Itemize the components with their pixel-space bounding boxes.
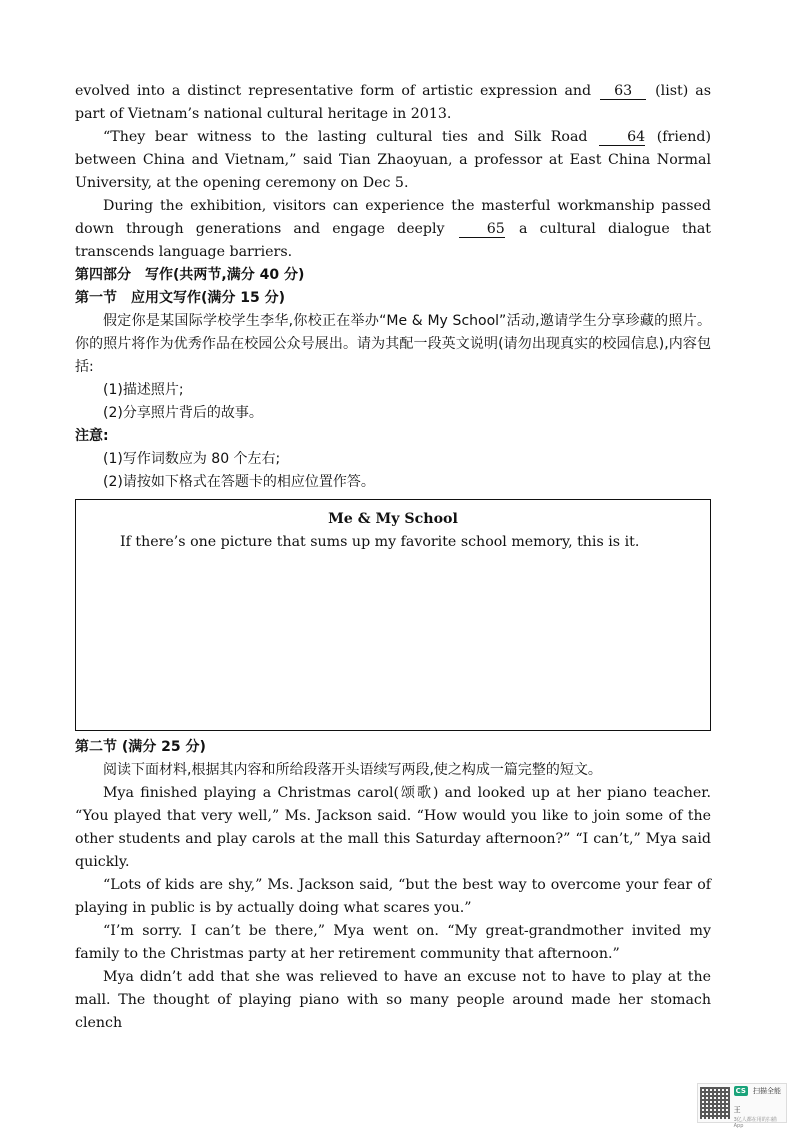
text: During the exhibition, visitors can experience the masterful workmanship passed down through generations and engage deeply [75,198,711,237]
blank-64: 64 [599,129,645,146]
paragraph-cloze-2 [75,126,711,195]
scanner-watermark [697,1083,787,1129]
scanner-brand [734,1078,784,1129]
story-paragraph-4: Mya didn’t add that she was relieved to have an excuse not to have to play at the mall. The thought of playing piano with so many people around made her stomach clench [75,969,711,1031]
exam-page [75,80,711,1035]
note-item-1: (1)写作词数应为 80 个左右; [103,451,281,467]
content-item-1: (1)描述照片; [103,382,184,398]
text: (friend) between China and Vietnam,” said Tian Zhaoyuan, a professor at East China Normal University, at the opening ceremony on Dec 5. [75,129,712,191]
section2-instruction: 阅读下面材料,根据其内容和所给段落开头语续写两段,使之构成一篇完整的短文。 [103,762,602,778]
text: (list) as part of [75,83,711,122]
section1-heading: 第一节 应用文写作(满分 15 分) [75,290,286,306]
text: Vietnam’s national cultural heritage in 2013. [127,106,452,122]
paragraph-cloze-3 [75,195,711,264]
blank-65: 65 [459,221,505,238]
part4-heading: 第四部分 写作(共两节,满分 40 分) [75,267,305,283]
story-paragraph-1: Mya finished playing a Christmas carol(颂歌) and looked up at her piano teacher. “You played that very well,” Ms. Jackson said. “How would you like to join some of the other students and play carols at the mall this Saturday afternoon?” “I can’t,” Mya said quickly. [75,785,711,870]
answer-box [75,499,711,731]
content-item-2: (2)分享照片背后的故事。 [103,405,263,421]
story-paragraph-2: “Lots of kids are shy,” Ms. Jackson said, “but the best way to overcome your fear of playing in public is by actually doing what scares you.” [75,877,711,916]
section2-heading: 第二节 (满分 25 分) [75,739,206,755]
story-paragraph-3: “I’m sorry. I can’t be there,” Mya went on. “My great-grandmother invited my family to the Christmas party at her retirement community that afternoon.” [75,923,711,962]
answer-box-title: Me & My School [328,511,458,527]
text: evolved into a distinct representative form of artistic expression and [75,83,592,99]
scanner-name: 扫描全能王 [733,1086,782,1114]
task-description: 假定你是某国际学校学生李华,你校正在举办“Me & My School”活动,邀请学生分享珍藏的照片。你的照片将作为优秀作品在校园公众号展出。请为其配一段英文说明(请勿出现真实的校园信息),内容包括: [75,313,711,375]
text: a cultural dialogue that transcends language barriers. [75,221,711,260]
paragraph-cloze-1 [75,80,711,126]
note-label: 注意: [75,428,109,444]
camscanner-logo: CS [735,1086,746,1095]
blank-63: 63 [600,83,646,100]
text: “They bear witness to the lasting cultural ties and Silk Road [103,129,588,145]
answer-box-first-line: If there’s one picture that sums up my favorite school memory, this is it. [120,534,640,550]
scanner-tagline: 3亿人都在用的扫描App [733,1116,777,1129]
qr-code-icon [700,1087,730,1119]
note-item-2: (2)请按如下格式在答题卡的相应位置作答。 [103,474,375,490]
